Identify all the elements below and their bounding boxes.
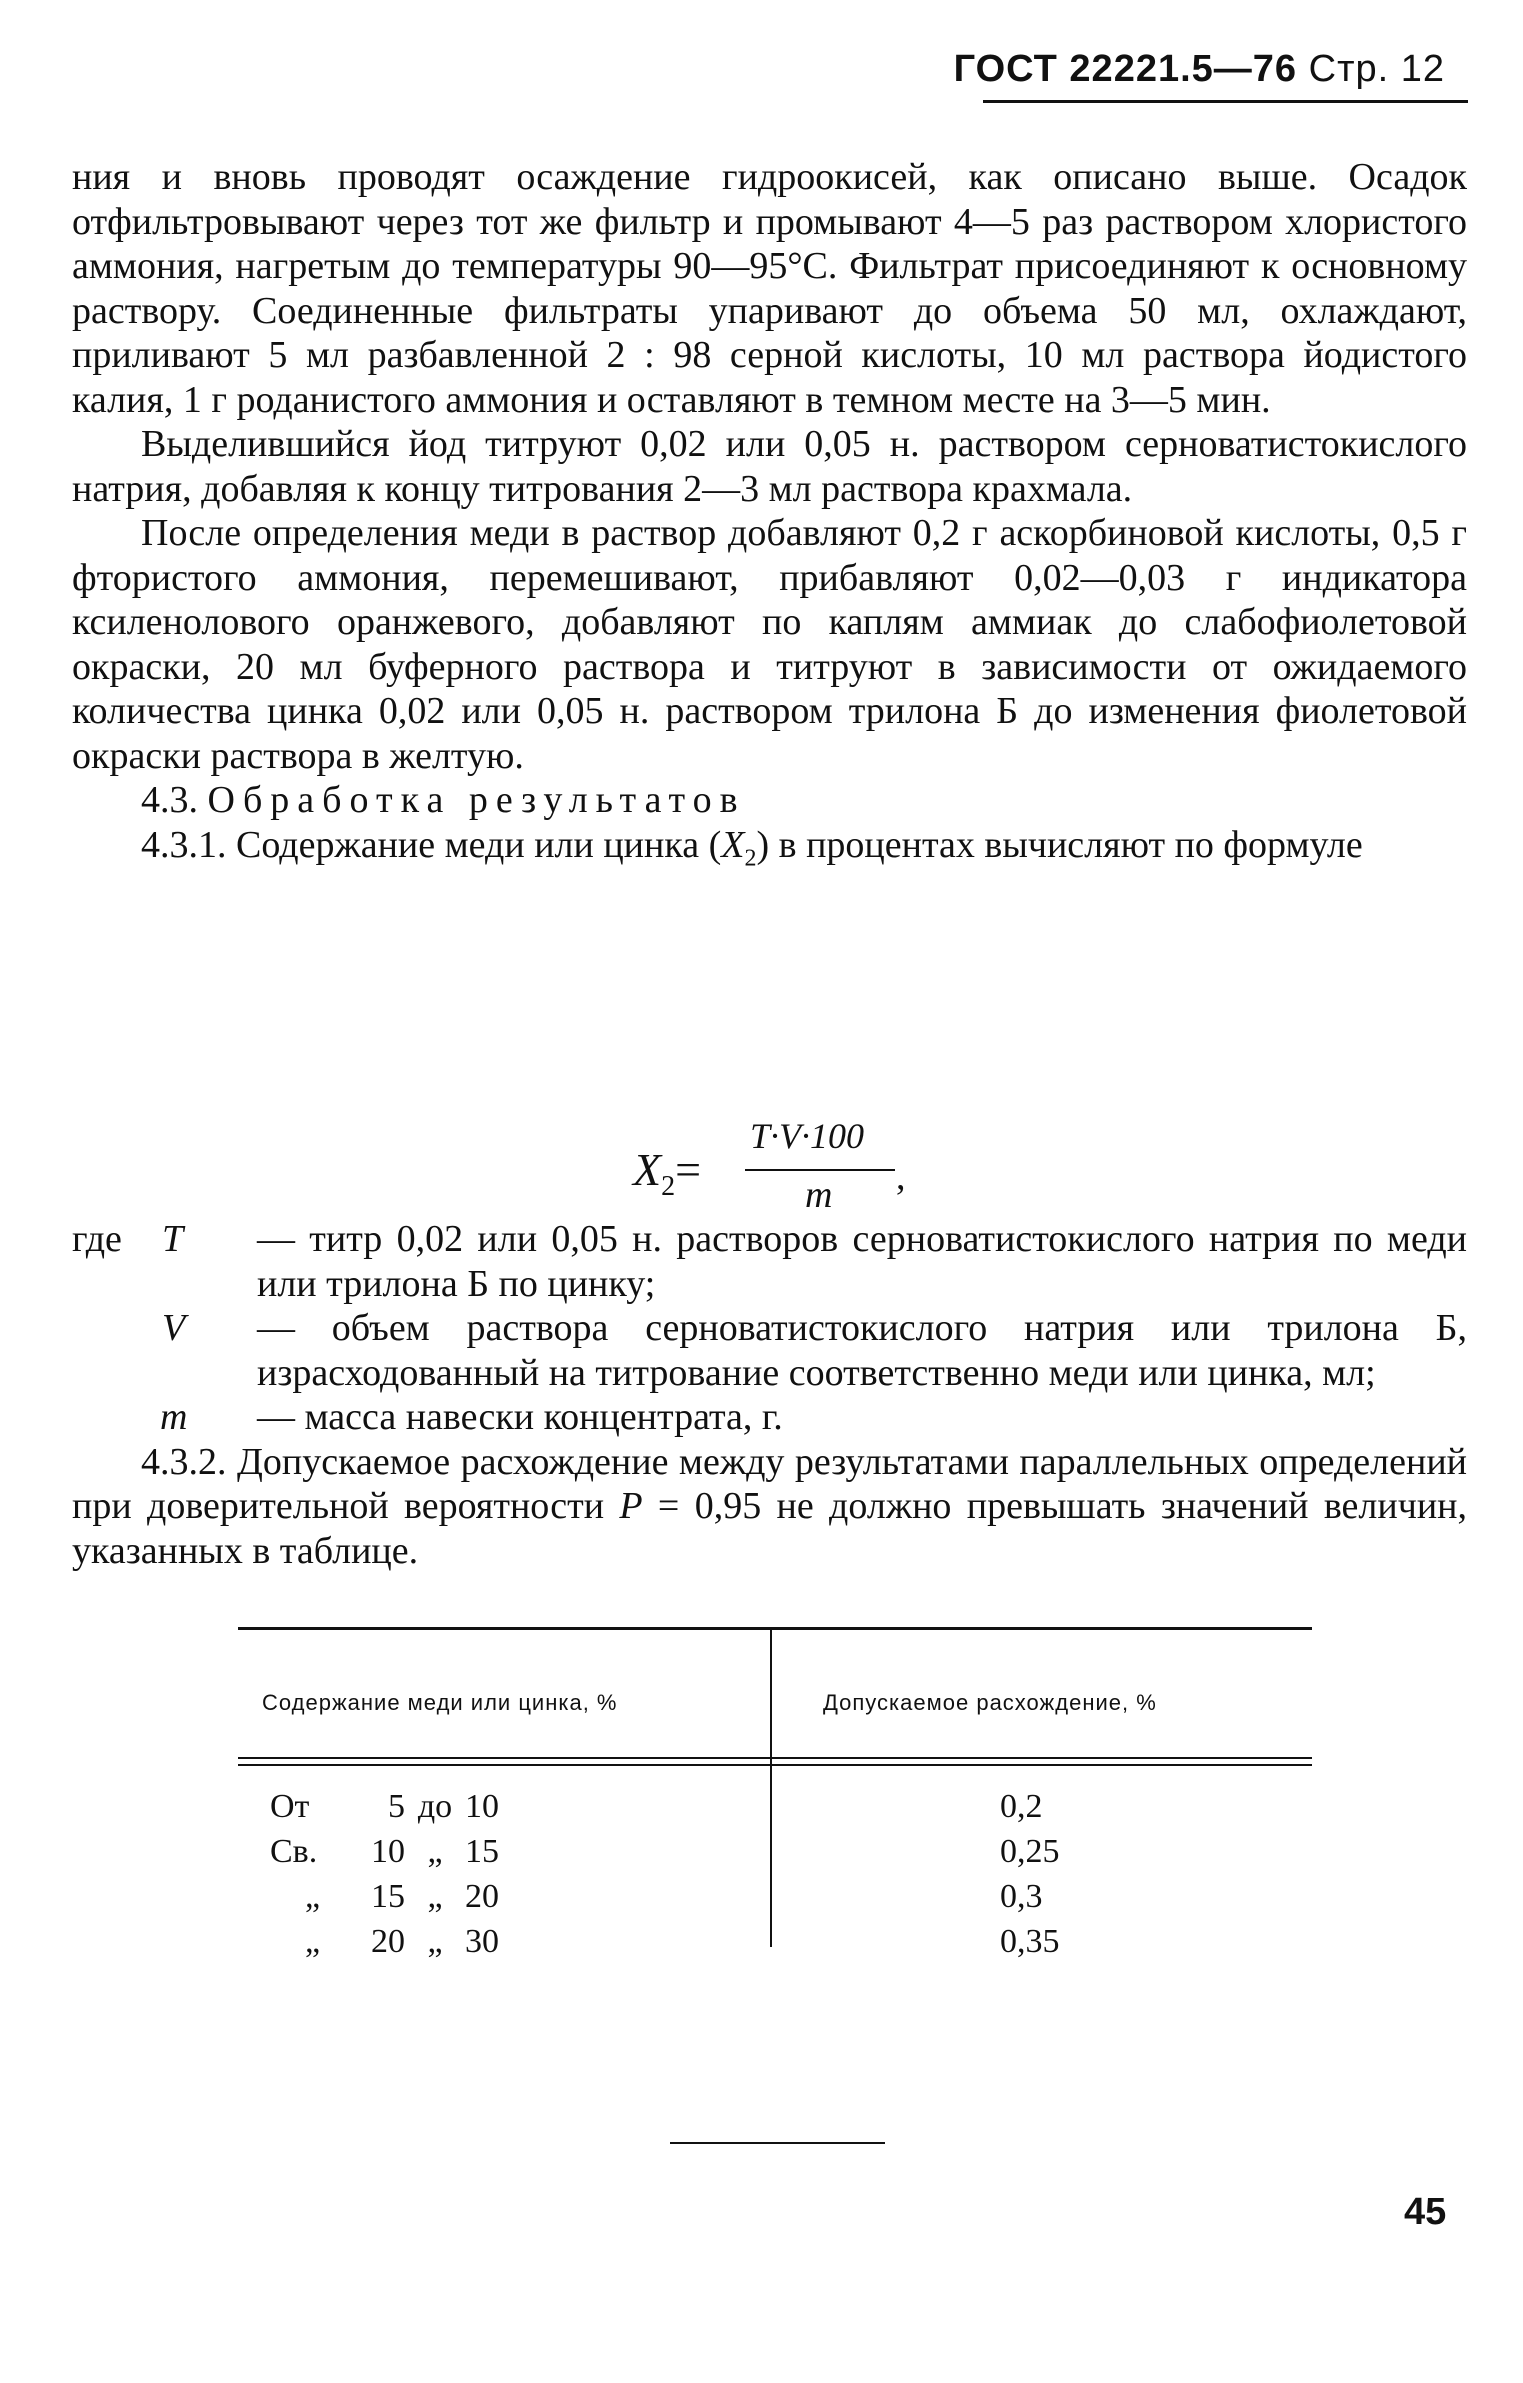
row-to: 30	[465, 1923, 499, 1960]
row-to-word: „	[427, 1878, 443, 1915]
paragraph-iodine-titration: Выделившийся йод титруют 0,02 или 0,05 н. раствором серноватистокислого натрия, добавляя к концу титрования 2—3 мл раствора крахмала.	[72, 423, 1467, 510]
table-column-tolerance	[1000, 1784, 1120, 1964]
row-prefix: „	[304, 1878, 321, 1915]
page-label: Стр. 12	[1308, 48, 1445, 90]
tolerance-variable: P	[619, 1485, 643, 1527]
formula-intro-subscript: 2	[744, 845, 757, 872]
running-header	[954, 48, 1445, 91]
table-row	[270, 1919, 510, 1964]
formula-lhs	[633, 1143, 701, 1203]
table-header-content: Содержание меди или цинка, %	[262, 1690, 618, 1715]
paragraph-continuation: ния и вновь проводят осаждение гидроокисей, как описано выше. Осадок отфильтровывают через тот же фильтр и промывают 4—5 раз раствором хлористого аммония, нагретым до температуры 90—95°С. Фильтрат присоединяют к основному раствору. Соединенные фильтраты упаривают до объема 50 мл, охлаждают, приливают 5 мл разбавленной 2 : 98 серной кислоты, 10 мл раствора йодистого калия, 1 г роданистого аммония и оставляют в темном месте на 3—5 мин.	[72, 156, 1467, 421]
row-from: 5	[388, 1788, 405, 1825]
row-to: 20	[465, 1878, 499, 1915]
formula-comma: ,	[896, 1156, 906, 1198]
table-cell: 0,25	[1000, 1833, 1060, 1870]
paragraph-tolerance	[72, 1440, 1467, 1574]
tolerance-text-b: = 0,95 не должно превышать значений величин, указанных в таблице.	[72, 1485, 1468, 1572]
row-to: 15	[465, 1833, 499, 1870]
definition-m	[72, 1395, 1467, 1440]
table-top-rule	[238, 1627, 1312, 1630]
formula-lhs-var: X	[633, 1144, 662, 1195]
row-to-word: „	[427, 1833, 443, 1870]
section-number: 4.3.	[141, 779, 198, 821]
tolerance-text-a: 4.3.2. Допускаемое расхождение между результатами параллельных определений при доверительной вероятности	[72, 1440, 1467, 1527]
table-row	[270, 1784, 510, 1829]
page-number: 45	[1404, 2191, 1447, 2233]
definition-term: m	[160, 1396, 188, 1438]
table-cell: 0,35	[1000, 1923, 1060, 1960]
formula-intro-text-a: 4.3.1. Содержание меди или цинка (	[141, 823, 722, 866]
where-label: где	[72, 1218, 122, 1260]
definition-t	[72, 1217, 1467, 1306]
row-to: 10	[465, 1788, 499, 1825]
body-text	[72, 155, 1467, 881]
header-rule	[983, 100, 1468, 103]
formula-equals: =	[675, 1144, 702, 1195]
paragraph-zinc-determination: После определения меди в раствор добавляют 0,2 г аскорбиновой кислоты, 0,5 г фтористого аммония, перемешивают, прибавляют 0,02—0,03 г индикатора ксиленолового оранжевого, добавляют по каплям аммиак до слабофиолетовой окраски, 20 мл буферного раствора и титруют в зависимости от ожидаемого количества цинка 0,02 или 0,05 н. раствором трилона Б до изменения фиолетовой окраски раствора в желтую.	[72, 512, 1467, 777]
definition-term: V	[162, 1307, 186, 1349]
definition-text: — объем раствора серноватистокислого натрия или трилона Б, израсходованный на титрование соответственно меди или цинка, мл;	[257, 1307, 1467, 1394]
table-cell: 0,3	[1000, 1878, 1043, 1915]
row-to-word: до	[417, 1788, 453, 1825]
table-header-rule-2	[238, 1764, 1312, 1766]
paragraph-formula-intro	[72, 823, 1467, 881]
formula-intro-text-b: ) в процентах вычисляют по формуле	[756, 823, 1363, 866]
table-header-tolerance: Допускаемое расхождение, %	[823, 1690, 1157, 1715]
table-cell: 0,2	[1000, 1788, 1043, 1825]
definition-text: — масса навески концентрата, г.	[257, 1396, 783, 1438]
variable-definitions	[72, 1217, 1467, 1573]
row-from: 20	[371, 1923, 405, 1960]
fraction-bar	[745, 1169, 895, 1171]
table-row	[270, 1829, 510, 1874]
section-heading	[72, 778, 1467, 823]
definition-text: — титр 0,02 или 0,05 н. растворов серноватистокислого натрия по меди или трилона Б по цинку;	[257, 1218, 1467, 1305]
table-row	[270, 1874, 510, 1919]
definition-v	[72, 1306, 1467, 1395]
formula-denominator: m	[805, 1174, 833, 1216]
formula-lhs-sub: 2	[661, 1171, 676, 1203]
row-from: 15	[371, 1878, 405, 1915]
section-title: Обработка результатов	[207, 779, 746, 821]
table-column-content	[270, 1784, 510, 1964]
table-column-divider	[770, 1627, 772, 1947]
formula-intro-variable: X	[721, 823, 745, 866]
standard-number: ГОСТ 22221.5—76	[953, 48, 1298, 90]
table-header-rule-1	[238, 1757, 1312, 1759]
formula-numerator: T·V·100	[750, 1116, 865, 1156]
row-prefix: Св.	[270, 1833, 318, 1870]
footer-rule	[670, 2142, 885, 2144]
row-prefix: От	[270, 1788, 310, 1825]
formula	[620, 1115, 950, 1220]
row-to-word: „	[427, 1923, 443, 1960]
row-prefix: „	[304, 1923, 321, 1960]
row-from: 10	[371, 1833, 405, 1870]
definition-term: T	[162, 1218, 184, 1260]
